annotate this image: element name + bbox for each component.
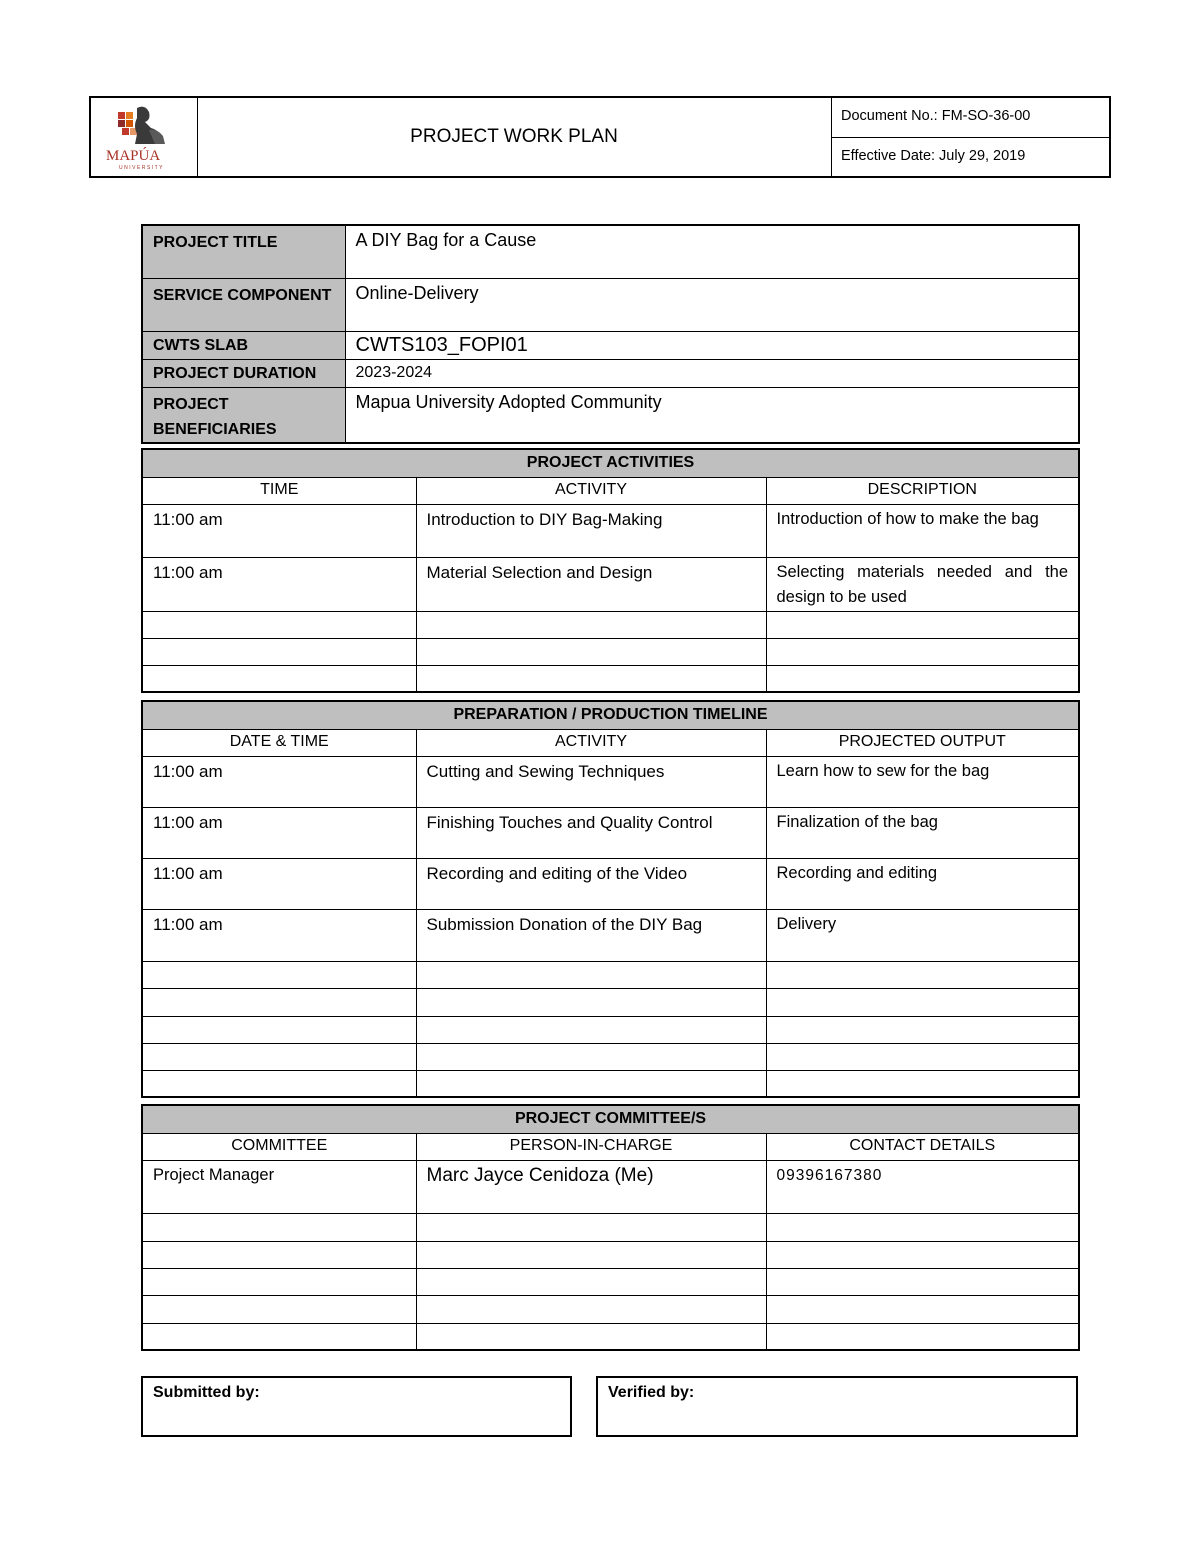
table-row-empty — [142, 1213, 1079, 1241]
mapua-logo-icon — [91, 98, 197, 176]
project-duration-label: PROJECT DURATION — [142, 359, 345, 387]
production-timeline-heading: PREPARATION / PRODUCTION TIMELINE — [142, 701, 1079, 729]
activity-time: 11:00 am — [142, 557, 416, 611]
timeline-date: 11:00 am — [142, 756, 416, 807]
info-row-project-title — [142, 225, 1079, 278]
project-beneficiaries-value: Mapua University Adopted Community — [345, 387, 1079, 443]
table-row-empty — [142, 1070, 1079, 1097]
project-beneficiaries-label: PROJECT BENEFICIARIES — [142, 387, 345, 443]
info-row-service-component — [142, 278, 1079, 331]
verified-by-label: Verified by: — [608, 1384, 695, 1401]
column-header: DATE & TIME — [142, 729, 416, 756]
project-duration-value: 2023-2024 — [345, 359, 1079, 387]
activity-name: Material Selection and Design — [416, 557, 766, 611]
document-number: Document No.: FM-SO-36-00 — [831, 98, 1109, 138]
table-row-empty — [142, 988, 1079, 1016]
table-row-empty — [142, 1295, 1079, 1323]
table-row-empty — [142, 1043, 1079, 1070]
project-title-value: A DIY Bag for a Cause — [345, 225, 1079, 278]
table-row-empty — [142, 638, 1079, 665]
table-row-empty — [142, 961, 1079, 988]
column-header: COMMITTEE — [142, 1133, 416, 1160]
document-title: PROJECT WORK PLAN — [197, 98, 832, 176]
table-row-empty — [142, 1268, 1079, 1295]
column-header: PROJECTED OUTPUT — [766, 729, 1079, 756]
committee-person: Marc Jayce Cenidoza (Me) — [416, 1160, 766, 1213]
column-header: PERSON-IN-CHARGE — [416, 1133, 766, 1160]
cwts-slab-label: CWTS SLAB — [142, 331, 345, 359]
timeline-date: 11:00 am — [142, 909, 416, 961]
activity-name: Introduction to DIY Bag-Making — [416, 504, 766, 557]
timeline-date: 11:00 am — [142, 858, 416, 909]
project-info-table — [141, 224, 1080, 444]
timeline-output: Recording and editing — [766, 858, 1079, 909]
table-row — [142, 858, 1079, 909]
submitted-by-box — [141, 1376, 572, 1437]
timeline-output: Learn how to sew for the bag — [766, 756, 1079, 807]
service-component-value: Online-Delivery — [345, 278, 1079, 331]
table-header-row — [142, 1133, 1079, 1160]
table-row-empty — [142, 665, 1079, 692]
table-row — [142, 557, 1079, 611]
cwts-slab-value: CWTS103_FOPI01 — [345, 331, 1079, 359]
timeline-activity: Recording and editing of the Video — [416, 858, 766, 909]
project-activities-table — [141, 448, 1080, 693]
submitted-by-label: Submitted by: — [153, 1384, 260, 1401]
table-row — [142, 807, 1079, 858]
table-row-empty — [142, 1323, 1079, 1350]
table-row — [142, 504, 1079, 557]
timeline-output: Delivery — [766, 909, 1079, 961]
table-header-row — [142, 477, 1079, 504]
column-header: CONTACT DETAILS — [766, 1133, 1079, 1160]
timeline-date: 11:00 am — [142, 807, 416, 858]
table-header-row — [142, 729, 1079, 756]
svg-text:MAPÚA: MAPÚA — [106, 148, 161, 164]
info-row-project-duration — [142, 359, 1079, 387]
svg-text:UNIVERSITY: UNIVERSITY — [119, 165, 165, 171]
project-title-label: PROJECT TITLE — [142, 225, 345, 278]
verified-by-box — [596, 1376, 1078, 1437]
timeline-activity: Cutting and Sewing Techniques — [416, 756, 766, 807]
activity-time: 11:00 am — [142, 504, 416, 557]
project-committee-table — [141, 1104, 1080, 1351]
table-row — [142, 1160, 1079, 1213]
document-header — [89, 96, 1111, 178]
info-row-project-beneficiaries — [142, 387, 1079, 443]
project-committee-heading: PROJECT COMMITTEE/S — [142, 1105, 1079, 1133]
table-row — [142, 909, 1079, 961]
column-header: TIME — [142, 477, 416, 504]
timeline-activity: Finishing Touches and Quality Control — [416, 807, 766, 858]
table-row-empty — [142, 1016, 1079, 1043]
table-row-empty — [142, 1241, 1079, 1268]
committee-role: Project Manager — [142, 1160, 416, 1213]
timeline-output: Finalization of the bag — [766, 807, 1079, 858]
table-row-empty — [142, 611, 1079, 638]
committee-contact: 09396167380 — [766, 1160, 1079, 1213]
table-row — [142, 756, 1079, 807]
info-row-cwts-slab — [142, 331, 1079, 359]
effective-date: Effective Date: July 29, 2019 — [841, 148, 1026, 164]
column-header: ACTIVITY — [416, 729, 766, 756]
timeline-activity: Submission Donation of the DIY Bag — [416, 909, 766, 961]
column-header: DESCRIPTION — [766, 477, 1079, 504]
activity-description: Introduction of how to make the bag — [766, 504, 1079, 557]
production-timeline-table — [141, 700, 1080, 1098]
university-logo — [91, 98, 198, 176]
column-header: ACTIVITY — [416, 477, 766, 504]
service-component-label: SERVICE COMPONENT — [142, 278, 345, 331]
project-activities-heading: PROJECT ACTIVITIES — [142, 449, 1079, 477]
activity-description: Selecting materials needed and the design to be used — [766, 557, 1079, 611]
